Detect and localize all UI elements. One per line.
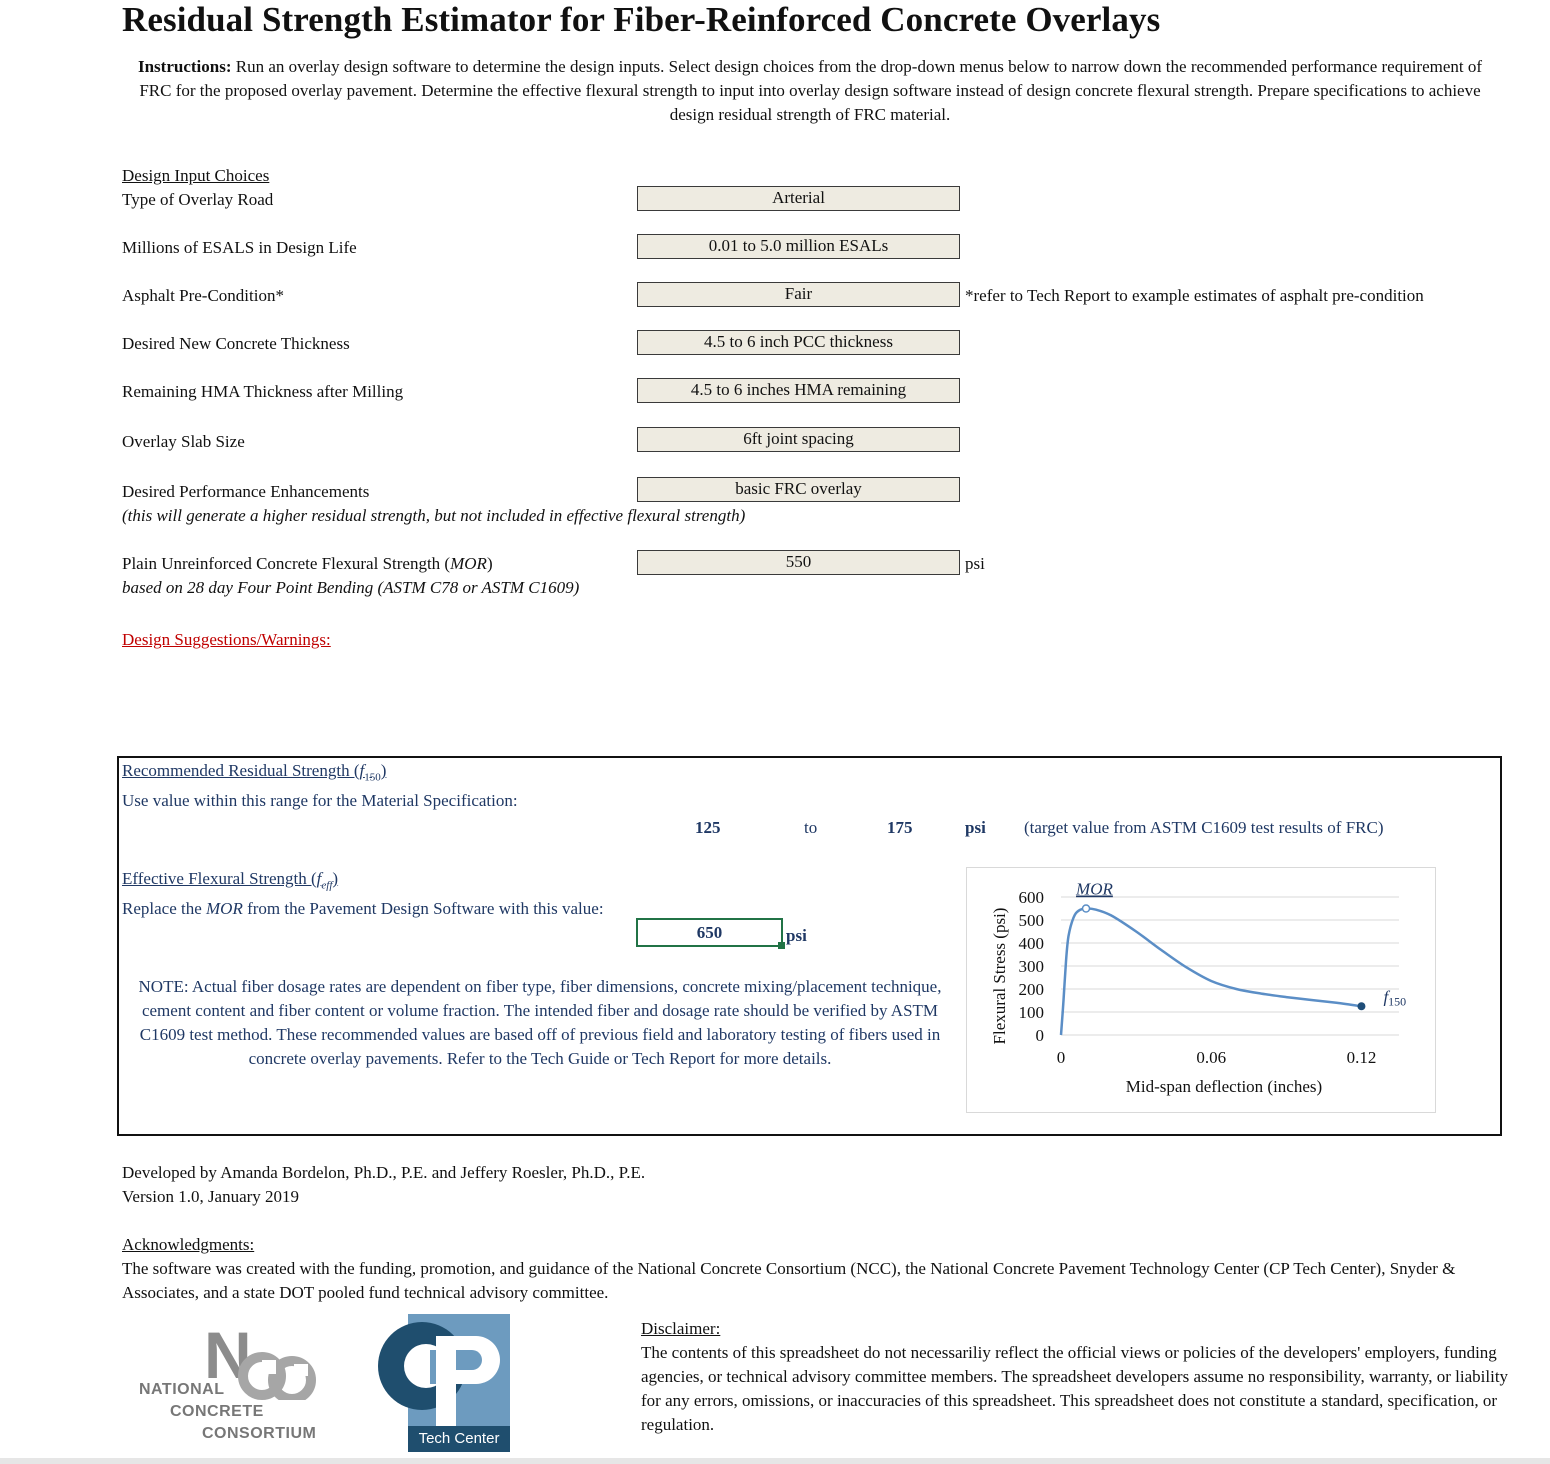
stress-deflection-chart[interactable] xyxy=(966,867,1436,1113)
chart-y-tick-label: 300 xyxy=(1018,957,1044,976)
instructions-label: Instructions: xyxy=(137,57,232,76)
ncc-logo-line1: NATIONAL xyxy=(139,1381,225,1398)
chart-grid xyxy=(1061,897,1399,1035)
chart-f150-annotation xyxy=(1383,987,1406,1008)
chart-y-tick-label: 400 xyxy=(1018,934,1044,953)
residual-heading xyxy=(122,760,386,788)
chart-x-tick-label: 0.12 xyxy=(1346,1048,1377,1067)
chart-x-tick-label: 0.06 xyxy=(1196,1048,1227,1067)
eff-heading-prefix: Effective Flexural Strength ( xyxy=(122,869,317,888)
developed-by: Developed by Amanda Bordelon, Ph.D., P.E. and Jeffery Roesler, Ph.D., P.E. xyxy=(122,1163,646,1182)
residual-heading-prefix: Recommended Residual Strength ( xyxy=(122,761,360,780)
slab-dropdown[interactable]: 6ft joint spacing xyxy=(637,427,960,452)
residual-high: 175 xyxy=(887,818,913,837)
eff-desc-suffix: from the Pavement Design Software with this value: xyxy=(242,899,604,918)
precondition-label: Asphalt Pre-Condition* xyxy=(122,286,284,305)
chart-y-tick-label: 600 xyxy=(1018,888,1044,907)
chart-x-label: Mid-span deflection (inches) xyxy=(1125,1077,1323,1096)
instructions-text: Run an overlay design software to determine the design inputs. Select design choices from the drop-down menus below to narrow down the recommended performance requirement of FRC for the proposed overlay pavement. Determine the effective flexural strength to input into overlay design software instead of design concrete flexural strength. Prepare specifications to achieve design residual strength of FRC material. xyxy=(139,57,1483,124)
chart-series-line xyxy=(1061,908,1361,1035)
eff-heading-sub: eff xyxy=(321,879,333,892)
ncc-logo-line3: CONSORTIUM xyxy=(202,1425,317,1442)
thickness-label: Desired New Concrete Thickness xyxy=(122,334,350,353)
chart-f150-sub: 150 xyxy=(1388,994,1407,1009)
residual-to: to xyxy=(804,818,818,837)
chart-svg xyxy=(967,868,1437,1114)
chart-y-tick-label: 500 xyxy=(1018,911,1044,930)
chart-y-label: Flexural Stress (psi) xyxy=(990,907,1009,1045)
eff-desc-mor: MOR xyxy=(206,899,243,918)
eff-heading-f: f xyxy=(316,869,322,888)
mor-unit: psi xyxy=(965,554,985,573)
esals-dropdown[interactable]: 0.01 to 5.0 million ESALs xyxy=(637,234,960,259)
chart-f150-marker xyxy=(1358,1003,1365,1010)
esals-label: Millions of ESALS in Design Life xyxy=(122,238,357,257)
residual-heading-suffix: ) xyxy=(380,761,387,780)
slab-label: Overlay Slab Size xyxy=(122,432,245,451)
precondition-note: *refer to Tech Report to example estimates of asphalt pre-condition xyxy=(965,286,1424,305)
mor-note: based on 28 day Four Point Bending (ASTM C78 or ASTM C1609) xyxy=(122,578,580,597)
design-inputs-heading: Design Input Choices xyxy=(122,166,270,185)
residual-desc: Use value within this range for the Material Specification: xyxy=(122,791,518,810)
chart-y-tick-label: 200 xyxy=(1018,980,1044,999)
chart-x-ticks xyxy=(1057,1048,1377,1067)
mor-label-suffix: ) xyxy=(486,554,493,573)
mor-label-prefix: Plain Unreinforced Concrete Flexural Strength ( xyxy=(122,554,451,573)
hma-dropdown[interactable]: 4.5 to 6 inches HMA remaining xyxy=(637,378,960,403)
eff-desc xyxy=(122,898,604,920)
chart-mor-marker xyxy=(1083,905,1090,912)
enhancements-note: (this will generate a higher residual strength, but not included in effective flexural strength) xyxy=(122,506,746,525)
enhancements-dropdown[interactable]: basic FRC overlay xyxy=(637,477,960,502)
eff-heading-suffix: ) xyxy=(332,869,339,888)
eff-value-cell[interactable]: 650 xyxy=(636,918,783,947)
disclaimer-text: The contents of this spreadsheet do not necessariliy reflect the official views or policies of the developers' employers, funding agencies, or technical advisory committee members. The spreadsheet developers assume no responsibility, warranty, or liability for any errors, omissions, or inaccuracies of this spreadsheet. This spreadsheet does not constitute a standard, specification, or regulation. xyxy=(641,1343,1509,1434)
ack-text: The software was created with the funding, promotion, and guidance of the National Concrete Consortium (NCC), the National Concrete Pavement Technology Center (CP Tech Center), Snyder & Associates, and a state DOT pooled fund technical advisory committee. xyxy=(122,1259,1456,1302)
version: Version 1.0, January 2019 xyxy=(122,1187,300,1206)
road-type-dropdown[interactable]: Arterial xyxy=(637,186,960,211)
mor-label xyxy=(122,553,493,575)
chart-mor-annotation: MOR xyxy=(1076,879,1113,899)
chart-y-tick-label: 100 xyxy=(1018,1003,1044,1022)
eff-unit: psi xyxy=(786,926,807,945)
ncc-logo xyxy=(134,1320,324,1445)
residual-target-note: (target value from ASTM C1609 test results of FRC) xyxy=(1024,818,1384,837)
ack-heading: Acknowledgments: xyxy=(122,1235,255,1254)
eff-desc-prefix: Replace the xyxy=(122,899,207,918)
svg-text:N: N xyxy=(204,1320,252,1392)
road-type-label: Type of Overlay Road xyxy=(122,190,274,209)
enhancements-label: Desired Performance Enhancements xyxy=(122,482,370,501)
mor-input[interactable]: 550 xyxy=(637,550,960,575)
cp-tech-center-logo xyxy=(372,1314,510,1452)
eff-heading xyxy=(122,868,338,896)
residual-unit: psi xyxy=(965,818,986,837)
bottom-scroll-strip xyxy=(0,1458,1550,1464)
hma-label: Remaining HMA Thickness after Milling xyxy=(122,382,404,401)
residual-low: 125 xyxy=(695,818,721,837)
dosage-note: NOTE: Actual fiber dosage rates are dependent on fiber type, fiber dimensions, concrete mixing/placement technique, cement content and fiber content or volume fraction. The intended fiber and dosage rate should be verified by ASTM C1609 test method. These recommended values are based off of previous field and laboratory testing of fibers used in concrete overlay pavements. Refer to the Tech Guide or Tech Report for more details. xyxy=(138,977,942,1068)
chart-y-tick-label: 0 xyxy=(1035,1026,1044,1045)
thickness-dropdown[interactable]: 4.5 to 6 inch PCC thickness xyxy=(637,330,960,355)
chart-x-tick-label: 0 xyxy=(1056,1048,1066,1067)
instructions xyxy=(122,55,1498,127)
fill-handle[interactable] xyxy=(778,942,785,949)
chart-f150-f: f xyxy=(1383,987,1389,1007)
cp-logo-caption: Tech Center xyxy=(418,1430,500,1447)
residual-heading-sub: 150 xyxy=(364,771,381,784)
residual-heading-f: f xyxy=(359,761,365,780)
precondition-dropdown[interactable]: Fair xyxy=(637,282,960,307)
chart-y-ticks xyxy=(1019,888,1045,1045)
disclaimer-heading: Disclaimer: xyxy=(641,1319,721,1338)
page-title: Residual Strength Estimator for Fiber-Reinforced Concrete Overlays xyxy=(122,0,1161,39)
mor-label-mor: MOR xyxy=(450,554,487,573)
warnings-heading: Design Suggestions/Warnings: xyxy=(122,630,331,649)
ncc-logo-line2: CONCRETE xyxy=(170,1403,264,1420)
